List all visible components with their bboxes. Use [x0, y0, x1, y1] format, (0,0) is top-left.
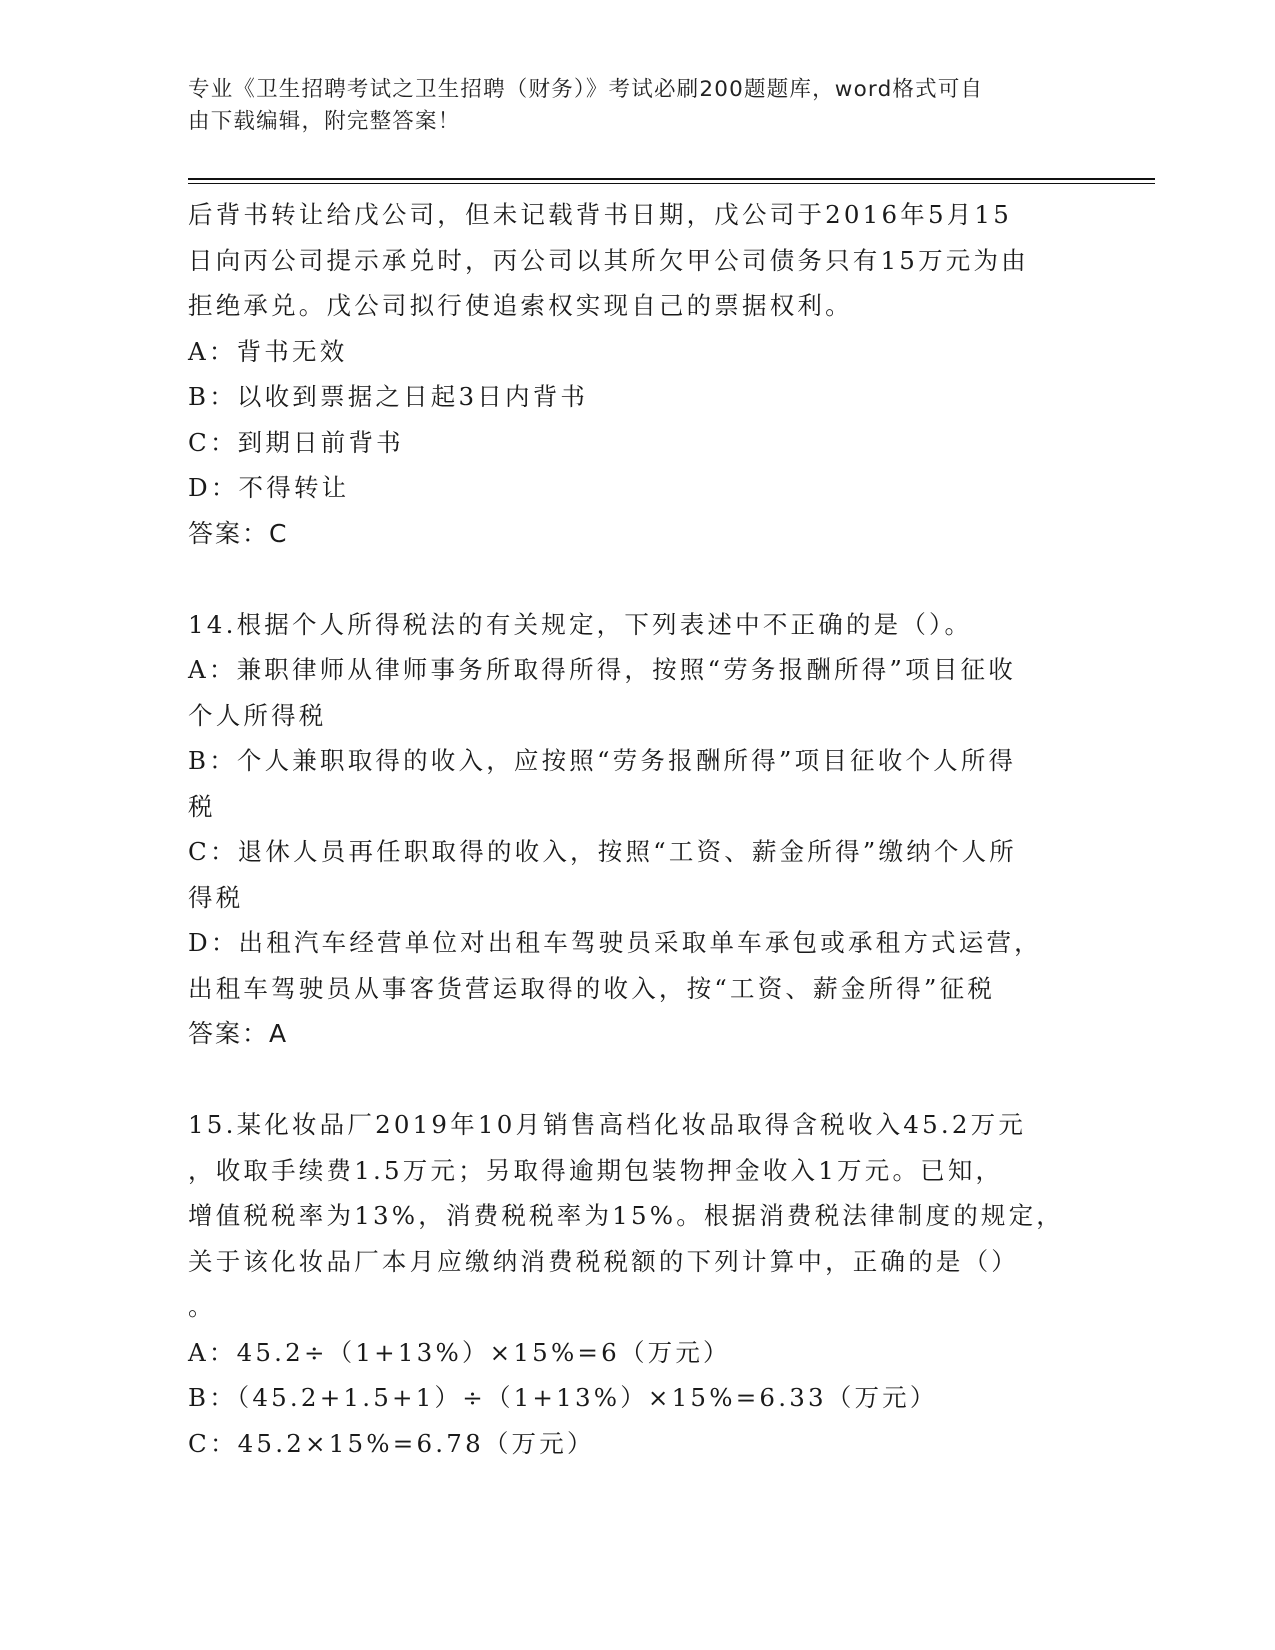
- option-c: C：到期日前背书: [188, 427, 404, 457]
- option-c-continued: 得税: [188, 882, 244, 912]
- option-c: C：45.2×15%=6.78（万元）: [188, 1428, 595, 1458]
- option-c: C：退休人员再任职取得的收入，按照“工资、薪金所得”缴纳个人所: [188, 837, 1017, 866]
- option-d: D：出租汽车经营单位对出租车驾驶员采取单车承包或承租方式运营，: [188, 928, 1042, 957]
- option-d: D：不得转让: [188, 473, 350, 502]
- question-spacer: [188, 1057, 1088, 1102]
- answer-label: 答案：C: [188, 518, 289, 548]
- option-b: B：个人兼职取得的收入，应按照“劳务报酬所得”项目征收个人所得: [188, 746, 1017, 775]
- question-stem-line: 增值税税率为13%，消费税税率为15%。根据消费税法律制度的规定，: [188, 1201, 1065, 1230]
- question-stem-line: ，收取手续费1.5万元；另取得逾期包装物押金收入1万元。已知，: [188, 1155, 1004, 1185]
- header-line-1: 专业《卫生招聘考试之卫生招聘（财务）》考试必刷200题题库，word格式可自: [188, 77, 984, 102]
- option-b: B：（45.2+1.5+1）÷（1+13%）×15%=6.33（万元）: [188, 1383, 938, 1412]
- option-d-continued: 出租车驾驶员从事客货营运取得的收入，按“工资、薪金所得”征税: [188, 973, 996, 1003]
- option-b-continued: 税: [188, 791, 216, 821]
- answer-label: 答案：A: [188, 1019, 289, 1048]
- question-15: [188, 1102, 1088, 1466]
- question-14: [188, 602, 1088, 1058]
- question-stem-line: 14.根据个人所得税法的有关规定，下列表述中不正确的是（）。: [188, 609, 973, 639]
- question-stem-line: 15.某化妆品厂2019年10月销售高档化妆品取得含税收入45.2万元: [188, 1110, 1027, 1139]
- question-stem-line: 关于该化妆品厂本月应缴纳消费税税额的下列计算中，正确的是（）: [188, 1246, 1019, 1276]
- question-spacer: [188, 557, 1088, 602]
- header-rule-thick: [188, 178, 1155, 180]
- option-b: B：以收到票据之日起3日内背书: [188, 382, 589, 411]
- question-stem-line: 后背书转让给戊公司，但未记载背书日期，戊公司于2016年5月15: [188, 200, 1013, 229]
- question-stem-line: 拒绝承兑。戊公司拟行使追索权实现自己的票据权利。: [188, 291, 853, 320]
- question-stem-line: 日向丙公司提示承兑时，丙公司以其所欠甲公司债务只有15万元为由: [188, 245, 1029, 275]
- page-content: [188, 192, 1088, 1466]
- option-a: A：兼职律师从律师事务所取得所得，按照“劳务报酬所得”项目征收: [188, 655, 1016, 684]
- option-a: A：45.2÷（1+13%）×15%=6（万元）: [188, 1337, 731, 1367]
- option-a: A：背书无效: [188, 336, 348, 366]
- document-header: [188, 74, 1068, 138]
- question-13: [188, 192, 1088, 557]
- header-rule-thin: [188, 183, 1155, 184]
- header-line-2: 由下载编辑，附完整答案！: [188, 109, 461, 134]
- question-stem-line: 。: [188, 1292, 216, 1321]
- option-a-continued: 个人所得税: [188, 700, 327, 730]
